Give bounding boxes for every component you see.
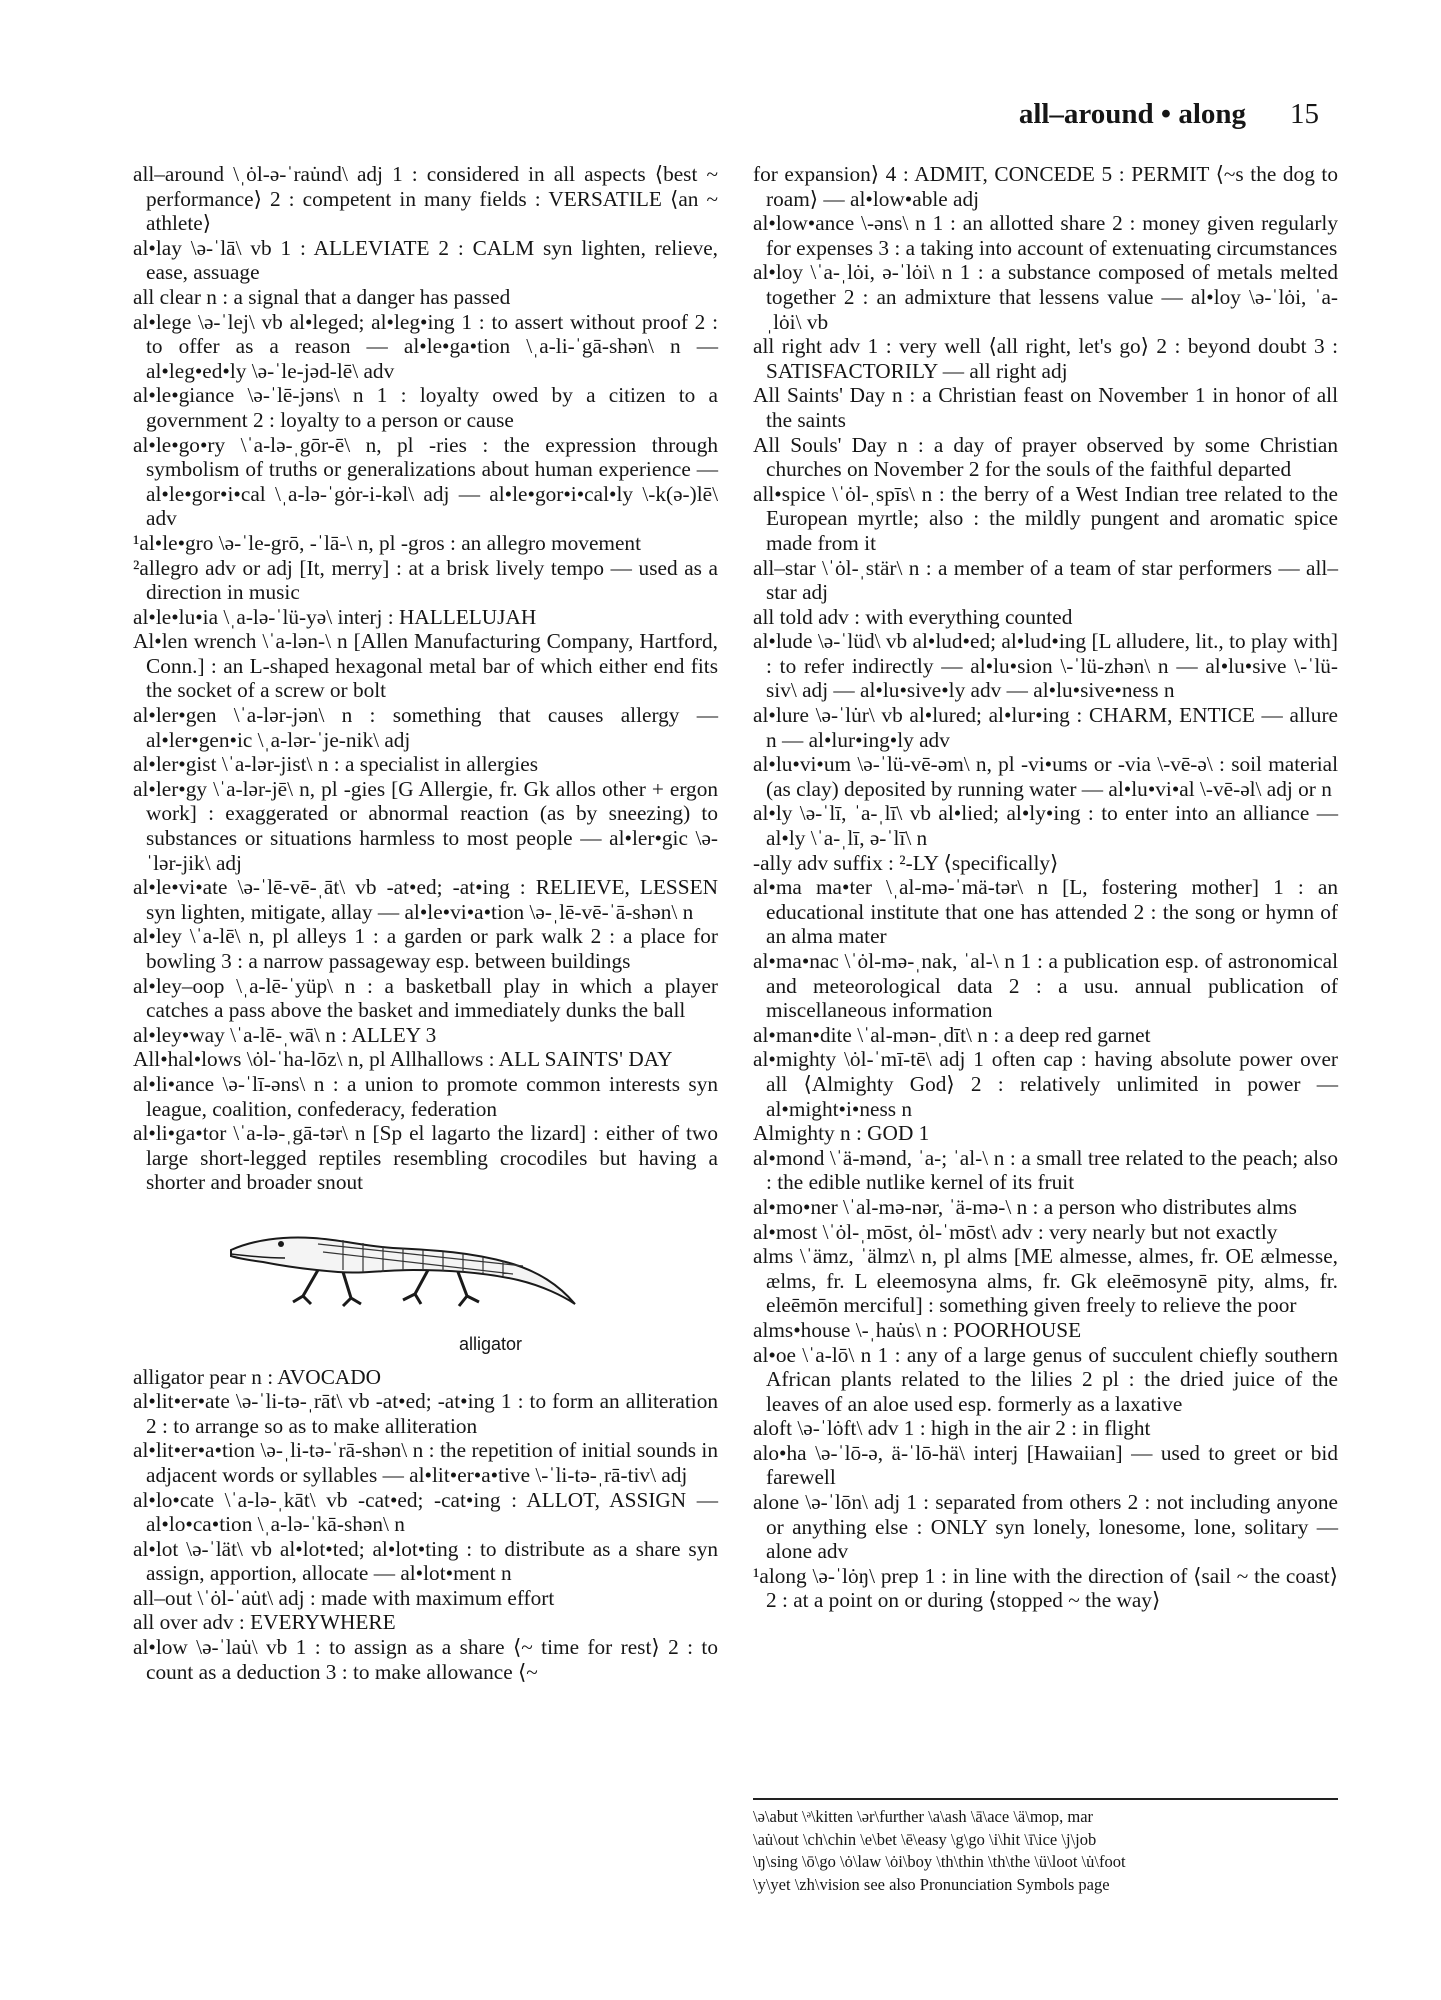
alligator-illustration xyxy=(223,1200,583,1330)
dictionary-entry: All Saints' Day n : a Christian feast on November 1 in honor of all the saints xyxy=(753,383,1338,432)
dictionary-entry: al•mond \ˈä-mənd, ˈa-; ˈal-\ n : a small tree related to the peach; also : the edible nutlike kernel of its fruit xyxy=(753,1145,1338,1195)
right-column xyxy=(753,162,1338,1613)
dictionary-entry: al•low•ance \-əns\ n 1 : an allotted share 2 : money given regularly for expenses 3 : a taking into account of extenuating circumstances xyxy=(753,211,1338,260)
dictionary-entry: all told adv : with everything counted xyxy=(753,604,1073,629)
alligator-figure xyxy=(133,1200,718,1357)
dictionary-entry: alms•house \-ˌhau̇s\ n : POORHOUSE xyxy=(753,1317,1082,1342)
dictionary-entry: al•ma•nac \ˈȯl-mə-ˌnak, ˈal-\ n 1 : a publication esp. of astronomical and meteorological data 2 : a usu. annual publication of miscellaneous information xyxy=(753,949,1338,1023)
left-column xyxy=(133,162,718,1684)
dictionary-entry: al•mo•ner \ˈal-mə-nər, ˈä-mə-\ n : a person who distributes alms xyxy=(753,1194,1297,1219)
dictionary-entry: all–star \ˈȯl-ˌstär\ n : a member of a team of star performers — all–star adj xyxy=(753,555,1338,605)
dictionary-entry: all–out \ˈȯl-ˈau̇t\ adj : made with maximum effort xyxy=(133,1585,555,1610)
dictionary-entry: all•spice \ˈȯl-ˌspīs\ n : the berry of a West Indian tree related to the European myrtle; also : the mildly pungent and aromatic spice made from it xyxy=(753,481,1338,555)
dictionary-entry: al•le•go•ry \ˈa-lə-ˌgōr-ē\ n, pl -ries : the expression through symbolism of truths or generalizations about human experience — al•le•gor•i•cal \ˌa-lə-ˈgȯr-i-kəl\ adj — al•le•gor•i•cal•ly \-k(ə-)lē\ adv xyxy=(133,432,718,531)
dictionary-entry: alo•ha \ə-ˈlō-ə, ä-ˈlō-hä\ interj [Hawaiian] — used to greet or bid farewell xyxy=(753,1440,1338,1490)
dictionary-entry: al•ley \ˈa-lē\ n, pl alleys 1 : a garden or park walk 2 : a place for bowling 3 : a narrow passageway esp. between buildings xyxy=(133,924,718,973)
dictionary-entry: all over adv : EVERYWHERE xyxy=(133,1610,396,1635)
dictionary-entry: \au̇\out \ch\chin \e\bet \ē\easy \g\go \i\hit \ī\ice \j\job xyxy=(753,1829,1097,1849)
dictionary-entry: al•lu•vi•um \ə-ˈlü-vē-əm\ n, pl -vi•ums or -via \-vē-ə\ : soil material (as clay) deposited by running water — al•lu•vi•al \-vē-əl\ adj or n xyxy=(753,752,1338,801)
dictionary-entry: al•lure \ə-ˈlu̇r\ vb al•lured; al•lur•ing : CHARM, ENTICE — allure n — al•lur•ing•ly adv xyxy=(753,703,1338,752)
dictionary-entry: all right adv 1 : very well ⟨all right, let's go⟩ 2 : beyond doubt 3 : SATISFACTORILY — all right adj xyxy=(753,334,1338,383)
left-entries-bottom xyxy=(133,1365,718,1685)
page-number: 15 xyxy=(1290,98,1319,130)
dictionary-entry: ²allegro adv or adj [It, merry] : at a brisk lively tempo — used as a direction in music xyxy=(133,555,718,605)
dictionary-entry: all–around \ˌȯl-ə-ˈrau̇nd\ adj 1 : considered in all aspects ⟨best ~ performance⟩ 2 : competent in many fields : VERSATILE ⟨an ~ athlete⟩ xyxy=(133,162,718,236)
dictionary-entry: al•ma ma•ter \ˌal-mə-ˈmä-tər\ n [L, fostering mother] 1 : an educational institute that one has attended 2 : the song or hymn of an alma mater xyxy=(753,875,1338,949)
dictionary-entry: all clear n : a signal that a danger has passed xyxy=(133,284,511,309)
guide-words: all–around • along xyxy=(1018,98,1246,130)
dictionary-entry: All Souls' Day n : a day of prayer observed by some Christian churches on November 2 for the souls of the faithful departed xyxy=(753,432,1338,482)
dictionary-entry: al•ler•gy \ˈa-lər-jē\ n, pl -gies [G Allergie, fr. Gk allos other + ergon work] : exaggerated or abnormal reaction (as by sneezing) to substances or situations harmless to most people — al•ler•gic \ə-ˈlər-jik\ adj xyxy=(133,776,718,875)
left-entries-top xyxy=(133,162,718,1195)
dictionary-entry: al•lude \ə-ˈlüd\ vb al•lud•ed; al•lud•ing [L alludere, lit., to play with] : to refer indirectly — al•lu•sion \-ˈlü-zhən\ n — al•lu•sive \-ˈlü-siv\ adj — al•lu•sive•ly adv — al•lu•sive•ness n xyxy=(753,629,1338,703)
dictionary-entry: aloft \ə-ˈlȯft\ adv 1 : high in the air 2 : in flight xyxy=(753,1416,1151,1441)
dictionary-entry: -ally adv suffix : ²-LY ⟨specifically⟩ xyxy=(753,850,1059,875)
dictionary-entry: All•hal•lows \ȯl-ˈha-lōz\ n, pl Allhallows : ALL SAINTS' DAY xyxy=(133,1047,673,1072)
dictionary-entry: Almighty n : GOD 1 xyxy=(753,1121,930,1146)
dictionary-entry: \ə\abut \ᵊ\kitten \ər\further \a\ash \ā\ace \ä\mop, mar xyxy=(753,1807,1094,1826)
dictionary-entry: al•ly \ə-ˈlī, ˈa-ˌlī\ vb al•lied; al•ly•ing : to enter into an alliance — al•ly \ˈa-ˌlī, ə-ˈlī\ n xyxy=(753,801,1338,851)
dictionary-entry: for expansion⟩ 4 : ADMIT, CONCEDE 5 : PERMIT ⟨~s the dog to roam⟩ — al•low•able adj xyxy=(753,162,1338,211)
page-header xyxy=(1019,98,1319,131)
dictionary-entry: al•ley–oop \ˌa-lē-ˈyüp\ n : a basketball play in which a player catches a pass above the basket and immediately dunks the ball xyxy=(133,973,718,1023)
dictionary-entry: al•li•ance \ə-ˈlī-əns\ n : a union to promote common interests syn league, coalition, confederacy, federation xyxy=(133,1071,718,1121)
dictionary-entry: \y\yet \zh\vision see also Pronunciation Symbols page xyxy=(753,1874,1110,1894)
dictionary-entry: al•li•ga•tor \ˈa-lə-ˌgā-tər\ n [Sp el lagarto the lizard] : either of two large short-legged reptiles resembling crocodiles but having a shorter and broader snout xyxy=(133,1121,718,1195)
dictionary-entry: al•oe \ˈa-lō\ n 1 : any of a large genus of succulent chiefly southern African plants related to the lilies 2 pl : the dried juice of the leaves of an aloe used esp. formerly as a laxative xyxy=(753,1342,1338,1416)
dictionary-entry: al•le•giance \ə-ˈlē-jəns\ n 1 : loyalty owed by a citizen to a government 2 : loyalty to a person or cause xyxy=(133,383,718,432)
dictionary-entry: al•ler•gist \ˈa-lər-jist\ n : a specialist in allergies xyxy=(133,752,539,777)
dictionary-entry: al•lege \ə-ˈlej\ vb al•leged; al•leg•ing 1 : to assert without proof 2 : to offer as a reason — al•le•ga•tion \ˌa-li-ˈgā-shən\ n — al•leg•ed•ly \ə-ˈle-jəd-lē\ adv xyxy=(133,309,718,383)
dictionary-entry: al•le•vi•ate \ə-ˈlē-vē-ˌāt\ vb -at•ed; -at•ing : RELIEVE, LESSEN syn lighten, mitigate, allay — al•le•vi•a•tion \ə-ˌlē-vē-ˈā-shən\ n xyxy=(133,875,718,924)
dictionary-entry: al•ler•gen \ˈa-lər-jən\ n : something that causes allergy — al•ler•gen•ic \ˌa-lər-ˈje-nik\ adj xyxy=(133,703,718,752)
figure-caption: alligator xyxy=(458,1333,523,1354)
dictionary-entry: al•le•lu•ia \ˌa-lə-ˈlü-yə\ interj : HALLELUJAH xyxy=(133,604,537,629)
dictionary-entry: al•lit•er•a•tion \ə-ˌli-tə-ˈrā-shən\ n : the repetition of initial sounds in adjacent words or syllables — al•lit•er•a•tive \-ˈli-tə-ˌrā-tiv\ adj xyxy=(133,1438,718,1487)
dictionary-entry: Al•len wrench \ˈa-lən-\ n [Allen Manufacturing Company, Hartford, Conn.] : an L-shaped hexagonal metal bar of which either end fits the socket of a screw or bolt xyxy=(133,629,718,703)
dictionary-entry: al•lot \ə-ˈlät\ vb al•lot•ted; al•lot•ting : to distribute as a share syn assign, apportion, allocate — al•lot•ment n xyxy=(133,1536,718,1586)
dictionary-entry: alms \ˈämz, ˈälmz\ n, pl alms [ME almesse, almes, fr. OE ælmesse, ælms, fr. L eleemosyna alms, fr. Gk eleēmosynē pity, alms, fr. eleēmōn merciful] : something given freely to relieve the poor xyxy=(753,1244,1338,1318)
dictionary-entry: al•lo•cate \ˈa-lə-ˌkāt\ vb -cat•ed; -cat•ing : ALLOT, ASSIGN — al•lo•ca•tion \ˌa-lə-ˈkā-shən\ n xyxy=(133,1487,718,1537)
dictionary-entry: al•low \ə-ˈlau̇\ vb 1 : to assign as a share ⟨~ time for rest⟩ 2 : to count as a deduction 3 : to make allowance ⟨~ xyxy=(133,1635,718,1684)
dictionary-entry: al•lit•er•ate \ə-ˈli-tə-ˌrāt\ vb -at•ed; -at•ing 1 : to form an alliteration 2 : to arrange so as to make alliteration xyxy=(133,1389,718,1438)
dictionary-entry: ¹along \ə-ˈlȯŋ\ prep 1 : in line with the direction of ⟨sail ~ the coast⟩ 2 : at a point on or during ⟨stopped ~ the way⟩ xyxy=(753,1563,1338,1613)
pronunciation-key xyxy=(753,1798,1338,1896)
right-entries xyxy=(753,162,1338,1613)
dictionary-entry: al•most \ˈȯl-ˌmōst, ȯl-ˈmōst\ adv : very nearly but not exactly xyxy=(753,1219,1278,1244)
dictionary-entry: al•ley•way \ˈa-lē-ˌwā\ n : ALLEY 3 xyxy=(133,1022,437,1047)
dictionary-entry: \ŋ\sing \ō\go \ȯ\law \ȯi\boy \th\thin \th\the \ü\loot \u̇\foot xyxy=(753,1852,1126,1872)
dictionary-entry: al•loy \ˈa-ˌlȯi, ə-ˈlȯi\ n 1 : a substance composed of metals melted together 2 : an admixture that lessens value — al•loy \ə-ˈlȯi, ˈa-ˌlȯi\ vb xyxy=(753,260,1338,334)
pron-key-lines xyxy=(753,1806,1338,1896)
dictionary-entry: alligator pear n : AVOCADO xyxy=(133,1364,382,1389)
dictionary-entry: al•mighty \ȯl-ˈmī-tē\ adj 1 often cap : having absolute power over all ⟨Almighty God⟩ 2 : relatively unlimited in power — al•might•i•ness n xyxy=(753,1047,1338,1121)
dictionary-entry: ¹al•le•gro \ə-ˈle-grō, -ˈlā-\ n, pl -gros : an allegro movement xyxy=(133,530,641,555)
dictionary-entry: al•lay \ə-ˈlā\ vb 1 : ALLEVIATE 2 : CALM syn lighten, relieve, ease, assuage xyxy=(133,235,718,285)
dictionary-entry: al•man•dite \ˈal-mən-ˌdīt\ n : a deep red garnet xyxy=(753,1022,1151,1047)
dictionary-entry: alone \ə-ˈlōn\ adj 1 : separated from others 2 : not including anyone or anything else : ONLY syn lonely, lonesome, lone, solitary — alone adv xyxy=(753,1490,1338,1564)
